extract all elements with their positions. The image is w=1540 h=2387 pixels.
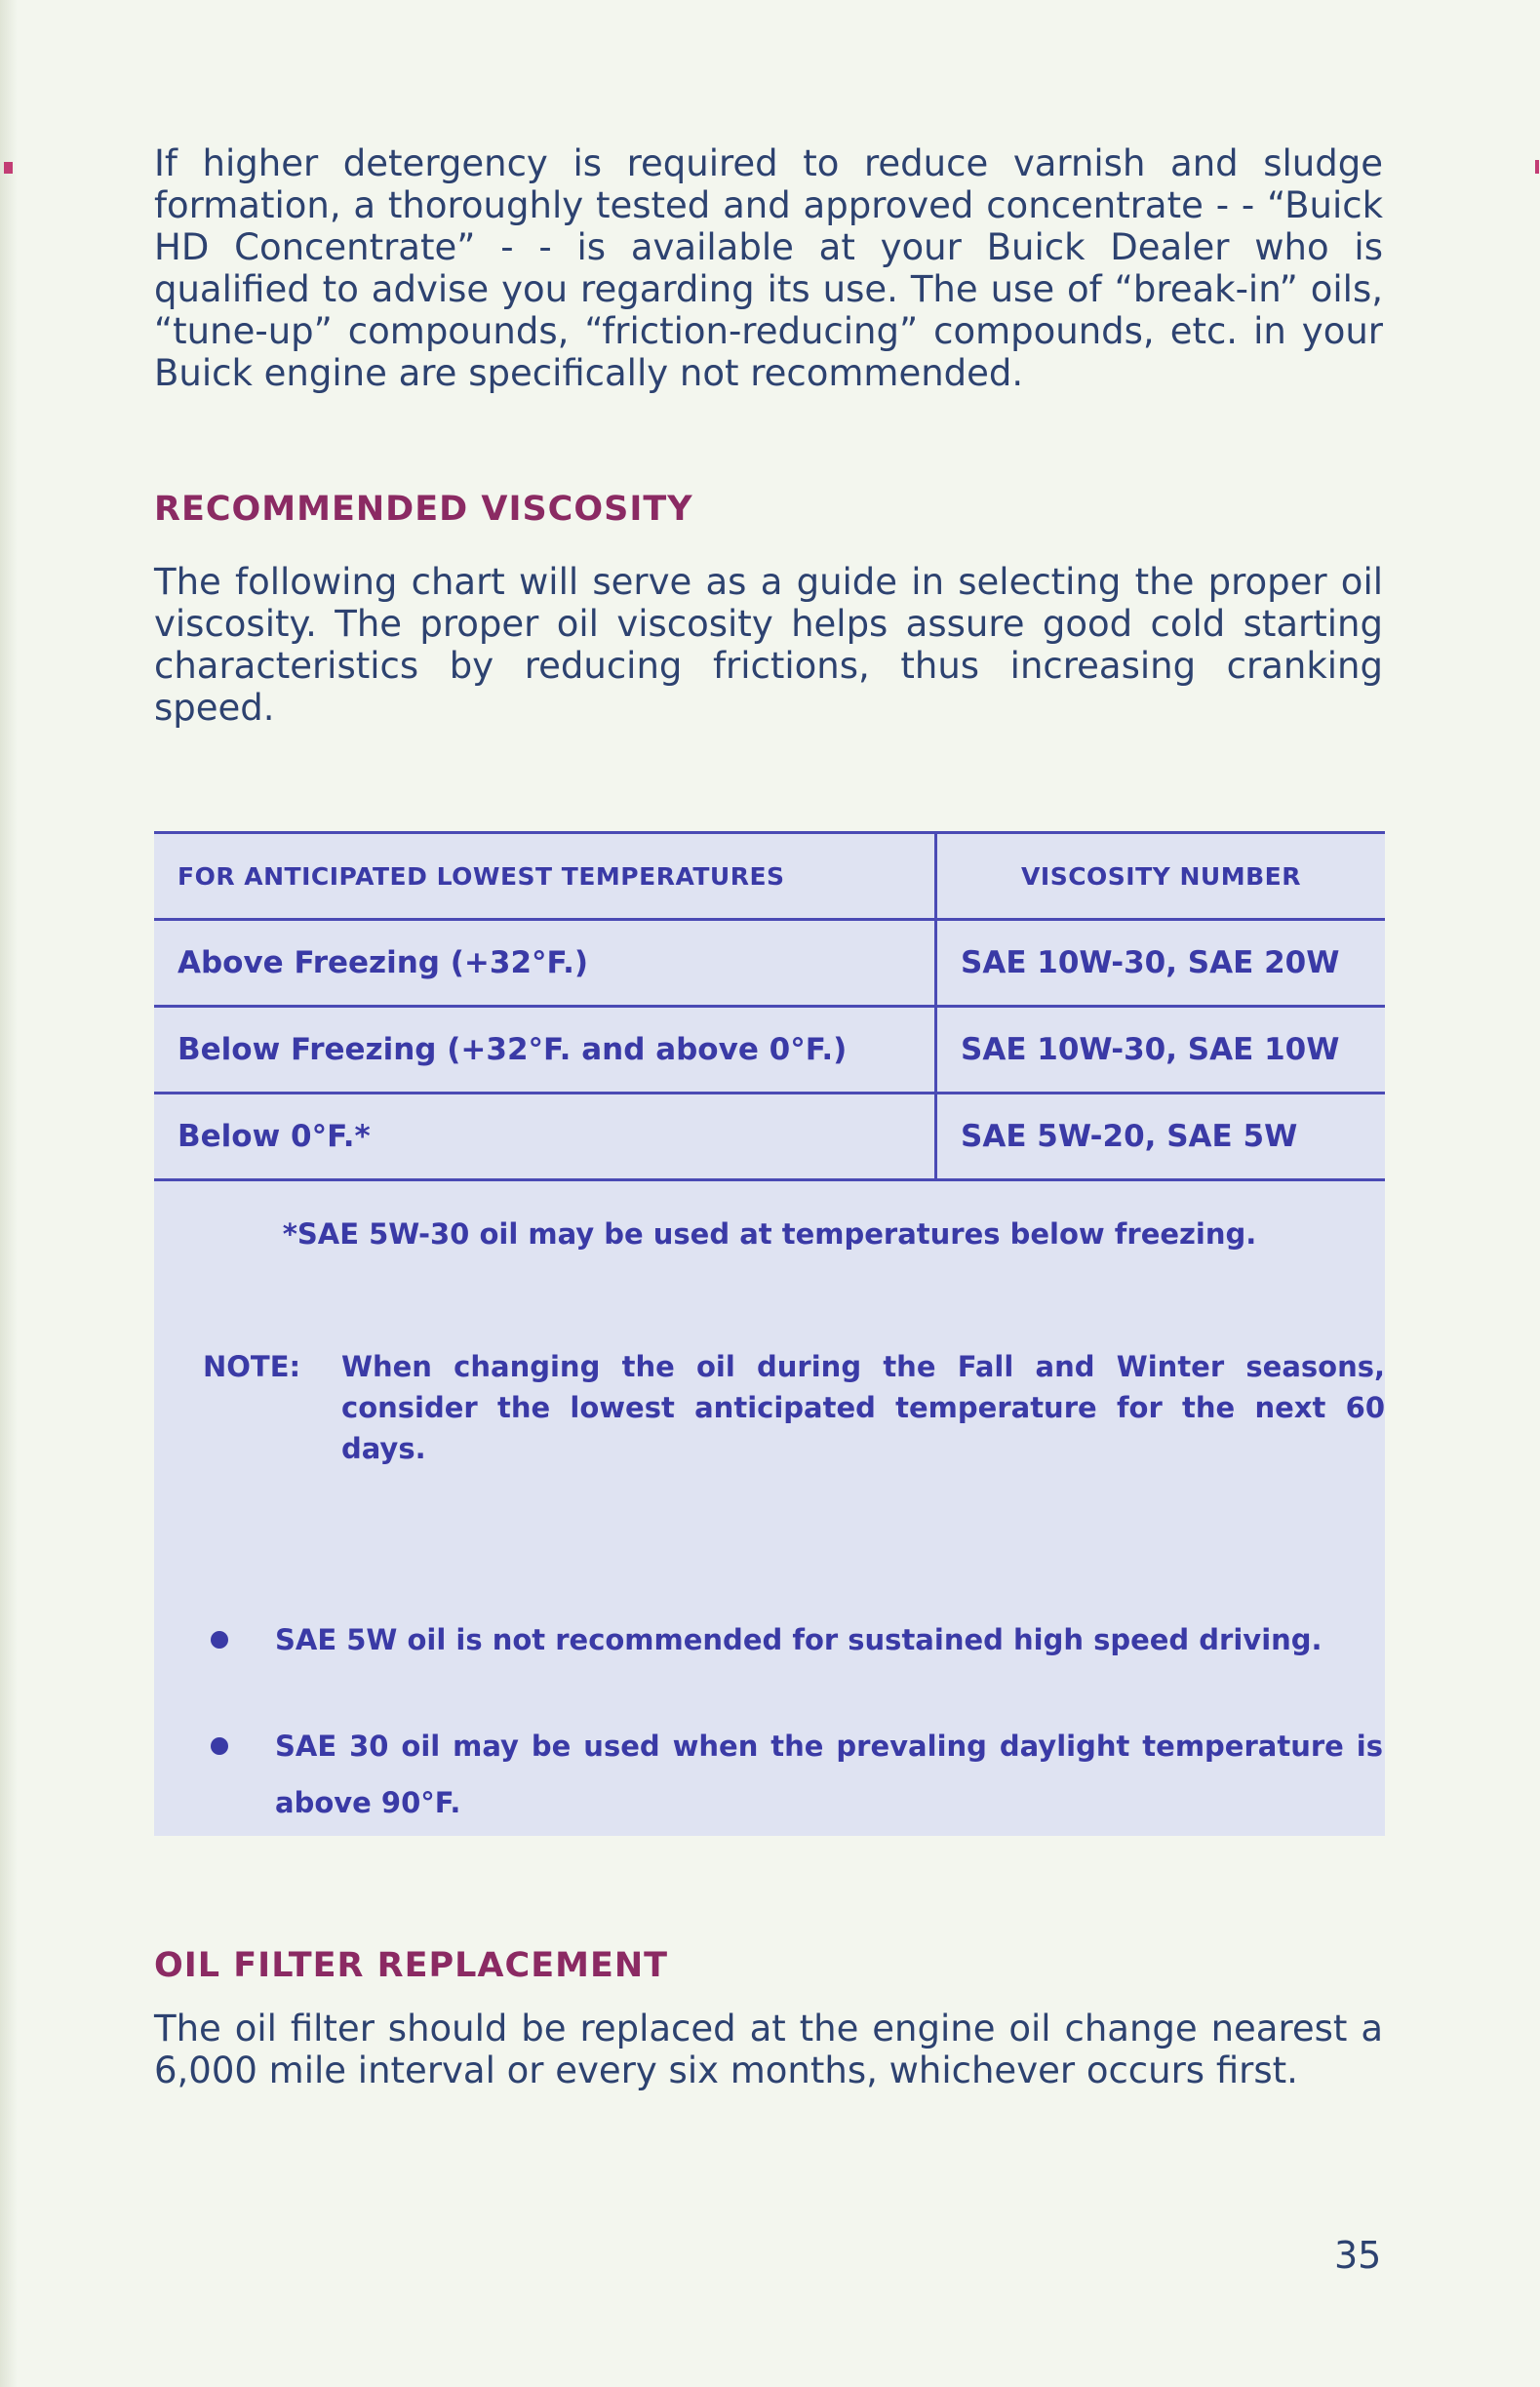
page-edge bbox=[0, 0, 18, 2387]
viscosity-paragraph: The following chart will serve as a guide in selecting the proper oil viscosity. The proper oil viscosity helps assure good cold starting characteristics by reducing frictions, thus increasing cranking speed. bbox=[154, 561, 1383, 729]
table-header-temperature: FOR ANTICIPATED LOWEST TEMPERATURES bbox=[154, 833, 936, 920]
bullet-dot-icon bbox=[211, 1737, 228, 1755]
table-header-viscosity: VISCOSITY NUMBER bbox=[936, 833, 1386, 920]
bullet-text: SAE 30 oil may be used when the prevaling daylight temperature is above 90°F. bbox=[275, 1730, 1383, 1819]
oil-filter-paragraph: The oil filter should be replaced at the engine oil change nearest a 6,000 mile interval or every six months, whichever occurs first. bbox=[154, 2008, 1383, 2091]
table-cell-viscosity: SAE 10W-30, SAE 20W bbox=[936, 920, 1386, 1007]
bullet-dot-icon bbox=[211, 1631, 228, 1649]
margin-mark bbox=[1535, 160, 1539, 174]
section-heading-oil-filter: OIL FILTER REPLACEMENT bbox=[154, 1946, 669, 1985]
note-text: When changing the oil during the Fall and Winter seasons, consider the lowest anticipated temperature for the next 60 days. bbox=[341, 1350, 1385, 1465]
intro-paragraph: If higher detergency is required to reduce varnish and sludge formation, a thoroughly tested and approved concentrate - - “Buick HD Concentrate” - - is available at your Buick Dealer who is qualified to advise you regarding its use. The use of “break-in” oils, “tune-up” compounds, “friction-reducing” compounds, etc. in your Buick engine are specifically not recommended. bbox=[154, 142, 1383, 394]
table-cell-temperature: Below Freezing (+32°F. and above 0°F.) bbox=[154, 1007, 936, 1094]
table-row bbox=[154, 920, 1385, 1007]
page-number: 35 bbox=[1334, 2234, 1382, 2277]
section-heading-viscosity: RECOMMENDED VISCOSITY bbox=[154, 490, 693, 529]
table-row bbox=[154, 1094, 1385, 1180]
bullet-text: SAE 5W oil is not recommended for sustained high speed driving. bbox=[275, 1623, 1323, 1656]
table-row bbox=[154, 1007, 1385, 1094]
table-cell-temperature: Below 0°F.* bbox=[154, 1094, 936, 1180]
table-cell-temperature: Above Freezing (+32°F.) bbox=[154, 920, 936, 1007]
table-cell-viscosity: SAE 5W-20, SAE 5W bbox=[936, 1094, 1386, 1180]
table-footnote: *SAE 5W-30 oil may be used at temperatures below freezing. bbox=[282, 1217, 1257, 1251]
margin-mark bbox=[4, 162, 13, 174]
note-label: NOTE: bbox=[203, 1350, 301, 1383]
table-header-row bbox=[154, 833, 1385, 920]
table-cell-viscosity: SAE 10W-30, SAE 10W bbox=[936, 1007, 1386, 1094]
viscosity-table bbox=[154, 831, 1385, 1181]
